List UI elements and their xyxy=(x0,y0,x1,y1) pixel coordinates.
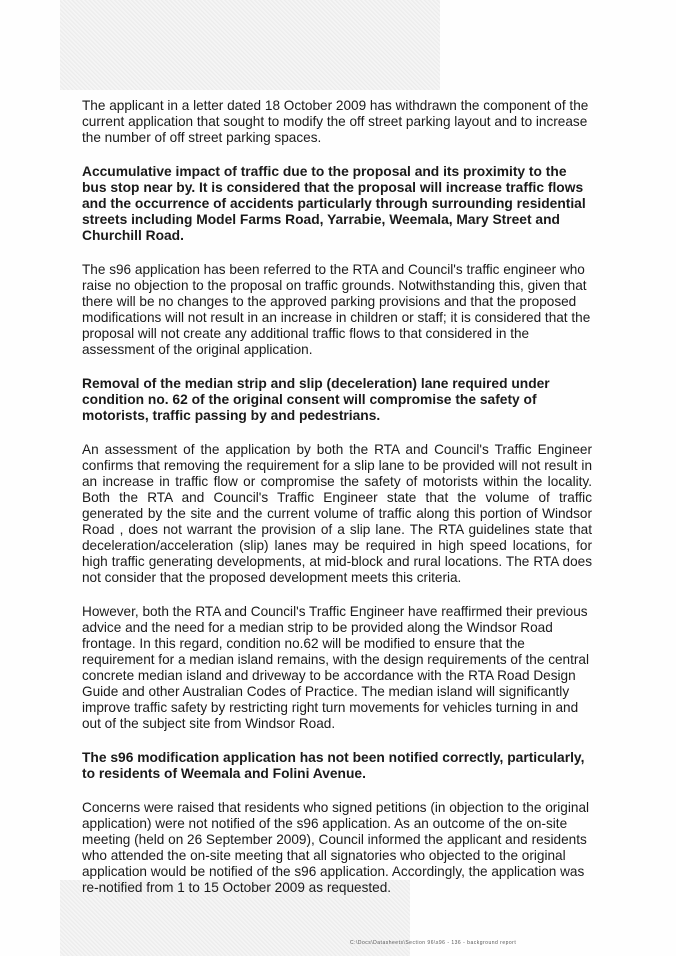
scan-noise-top xyxy=(60,0,440,90)
heading-accumulative-impact: Accumulative impact of traffic due to the proposal and its proximity to the bus stop near by. It is considered that the proposal will increase traffic flows and the occurrence of accidents particularly through surrounding residential streets including Model Farms Road, Yarrabie, Weemala, Mary Street and Churchill Road. xyxy=(82,164,586,243)
document-body xyxy=(82,98,592,914)
heading-median-strip-removal: Removal of the median strip and slip (deceleration) lane required under condition no. 62 of the original consent will compromise the safety of motorists, traffic passing by and pedestrians. xyxy=(82,376,550,423)
paragraph-renotification: Concerns were raised that residents who signed petitions (in objection to the original application) were not notified of the s96 application. As an outcome of the on-site meeting (held on 26 September 2009), Council informed the applicant and residents who attended the on-site meeting that all signatories who objected to the original application would be notified of the s96 application. Accordingly, the application was re-notified from 1 to 15 October 2009 as requested. xyxy=(82,800,590,895)
paragraph-rta-referral: The s96 application has been referred to the RTA and Council's traffic engineer who raise no objection to the proposal on traffic grounds. Notwithstanding this, given that there will be no changes to the approved parking provisions and that the proposed modifications will not result in an increase in children or staff; it is considered that the proposal will not create any additional traffic flows to that considered in the assessment of the original application. xyxy=(82,262,591,357)
paragraph-slip-lane-assessment: An assessment of the application by both the RTA and Council's Traffic Engineer confirms that removing the requirement for a slip lane to be provided will not result in an increase in traffic flow or compromise the safety of motorists within the locality. Both the RTA and Council's Traffic Engineer state that the volume of traffic generated by the site and the current volume of traffic along this portion of Windsor Road , does not warrant the provision of a slip lane. The RTA guidelines state that deceleration/acceleration (slip) lanes may be required in high speed locations, for high traffic generating developments, at mid-block and rural locations. The RTA does not consider that the proposed development meets this criteria. xyxy=(82,442,592,585)
paragraph-median-strip-requirement: However, both the RTA and Council's Traffic Engineer have reaffirmed their previous advice and the need for a median strip to be provided along the Windsor Road frontage. In this regard, condition no.62 will be modified to ensure that the requirement for a median island remains, with the design requirements of the central concrete median island and driveway to be accordance with the RTA Road Design Guide and other Australian Codes of Practice. The median island will significantly improve traffic safety by restricting right turn movements for vehicles turning in and out of the subject site from Windsor Road. xyxy=(82,604,590,731)
heading-notification: The s96 modification application has not been notified correctly, particularly, to residents of Weemala and Folini Avenue. xyxy=(82,750,585,781)
paragraph-withdrawn-component: The applicant in a letter dated 18 October 2009 has withdrawn the component of the current application that sought to modify the off street parking layout and to increase the number of off street parking spaces. xyxy=(82,98,589,145)
footer-file-path: C:\Docs\Datasheets\Section 96\s96 - 136 - background report xyxy=(350,940,517,946)
